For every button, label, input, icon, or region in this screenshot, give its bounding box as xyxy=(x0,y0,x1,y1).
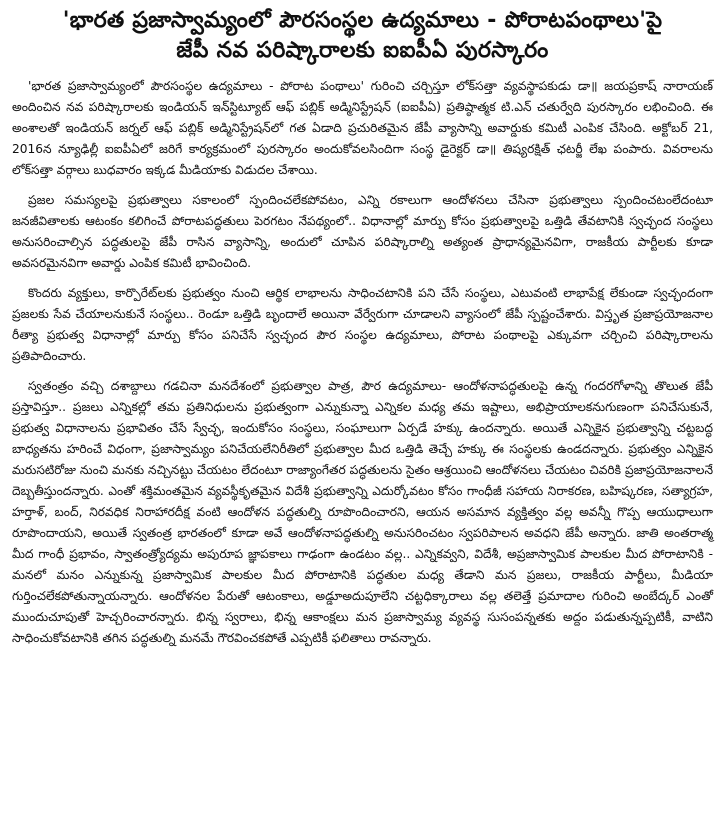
article-body xyxy=(12,76,713,649)
paragraph-3: కొందరు వ్యక్తులు, కార్పొరేట్‌లకు ప్రభుత్వం నుంచి ఆర్థిక లాభాలను సాధించటానికి పని చేసే సంస్థలు, ఎటువంటి లాభాపేక్ష లేకుండా స్వచ్ఛందంగా ప్రజలకు సేవ చేయాలనుకునే సంస్థలు.. రెండూ ఒత్తిడి బృందాలే అయినా వేర్వేరుగా చూడాలని వ్యాసంలో జేపీ స్పష్టంచేశారు. విస్తృత ప్రజాప్రయోజనాల రీత్యా ప్రభుత్వ విధానాల్లో మార్పు కోసం పనిచేసే స్వచ్ఛంద పౌర సంస్థల ఉద్యమాలు, పోరాట పంథాలపై ఎక్కువగా చర్చించి పరిష్కారాలను ప్రతిపాదించారు. xyxy=(12,286,713,363)
headline-line-2: జేపీ నవ పరిష్కారాలకు ఐఐపీఏ పురస్కారం xyxy=(176,38,549,63)
paragraph-4: స్వతంత్రం వచ్చి దశాబ్దాలు గడచినా మనదేశంలో ప్రభుత్వాల పాత్ర, పౌర ఉద్యమాలు- ఆందోళనాపద్ధతులపై ఉన్న గందరగోళాన్ని తొలుత జేపీ ప్రస్తావిస్తూ.. ప్రజలు ఎన్నికల్లో తమ ప్రతినిధులను ప్రభుత్వంగా ఎన్నుకున్నా ఎన్నికల మధ్య తమ ఇష్టాలు, అభిప్రాయాలకనుగుణంగా పనిచేసుకునే, ప్రభుత్వ విధానాలను ప్రభావితం చేసే స్వేచ్ఛ, ఇందుకోసం సంస్థలు, సంఘాలుగా ఏర్పడే హక్కు ఉందన్నారు. అయితే ఎన్నికైన ప్రభుత్వాన్ని చట్టబద్ధ బాధ్యతను హరించే విధంగా, ప్రజాస్వామ్యం పనిచేయలేనిరీతిలో ప్రభుత్వాల మీద ఒత్తిడి తెచ్చే హక్కు ఈ సంస్థలకు ఉండదన్నారు. ప్రభుత్వం ఎన్నికైన మరుసటిరోజు నుంచి మనకు నచ్చినట్టు చేయటం లేదంటూ రాజ్యాంగేతర పద్ధతులను సైతం ఆశ్రయించి ఆందోళనలు చేయటం చివరికి ప్రజాప్రయోజనాలనే దెబ్బతీస్తుందన్నారు. ఎంతో శక్తిమంతమైన వ్యవస్థీకృతమైన విదేశీ ప్రభుత్వాన్ని ఎదుర్కోవటం కోసం గాంధీజీ సహాయ నిరాకరణ, బహిష్కరణ, సత్యాగ్రహ, హర్తాళ్, బంద్, నిరవధిక నిరాహారదీక్ష వంటి ఆందోళన పద్ధతుల్ని రూపొందించారని, ఆయన అసమాన వ్యక్తిత్వం వల్ల అవన్నీ గొప్ప ఆయుధాలుగా రూపొందాయని, అయితే స్వతంత్ర భారతంలో కూడా అవే ఆందోళనాపద్ధతుల్ని అనుసరించటం స్వపరిపాలన అవధని జేపీ అన్నారు. జాతి అంతరాత్మ మీద గాంధీ ప్రభావం, స్వాతంత్ర్యోద్యమ అపురూప జ్ఞాపకాలు గాఢంగా ఉండటం వల్ల.. ఎన్నికవ్వని, విదేశీ, అప్రజాస్వామిక పాలకుల మీద పోరాటానికి - మనలో మనం ఎన్నుకున్న ప్రజాస్వామిక పాలకుల మీద పోరాటానికి పద్ధతుల మధ్య తేడాని మన ప్రజలు, రాజకీయ పార్టీలు, మీడియా గుర్తించలేకపోతున్నాయన్నారు. ఆందోళనల పేరుతో ఆటంకాలు, అడ్డూఅదుపూలేని చట్టధిక్కారాలు వల్ల తలెత్తే ప్రమాదాల గురించి అంబేద్కర్ ఎంతో ముందుచూపుతో హెచ్చరించారన్నారు. భిన్న స్వరాలు, భిన్న ఆకాంక్షలు మన ప్రజాస్వామ్య వ్యవస్థ సుసంపన్నతకు అద్దం పడుతున్నప్పటికీ, వాటిని సాధించుకోవటానికి తగిన పద్ధతుల్ని మనమే గౌరవించకపోతే ఎప్పటికీ ఫలితాలు రావన్నారు. xyxy=(12,379,713,645)
headline xyxy=(12,6,713,66)
headline-line-1: 'భారత ప్రజాస్వామ్యంలో పౌరసంస్థల ఉద్యమాలు - పోరాటపంథాలు'పై xyxy=(62,8,663,33)
paragraph-1: 'భారత ప్రజాస్వామ్యంలో పౌరసంస్థల ఉద్యమాలు - పోరాట పంథాలు' గురించి చర్చిస్తూ లోక్‌సత్తా వ్యవస్థాపకుడు డా॥ జయప్రకాష్ నారాయణ్ అందించిన నవ పరిష్కారాలకు ఇండియన్ ఇన్‌స్టిట్యూట్ ఆఫ్ పబ్లిక్ అడ్మినిస్ట్రేషన్ (ఐఐపీఏ) ప్రతిష్ఠాత్మక టి.ఎన్ చతుర్వేది పురస్కారం లభించింది. ఈ అంశాలతో ఇండియన్ జర్నల్ ఆఫ్ పబ్లిక్ అడ్మినిస్ట్రేషన్‌లో గత ఏడాది ప్రచురితమైన జేపీ వ్యాసాన్ని అవార్డుకు కమిటీ ఎంపిక చేసింది. అక్టోబర్ 21, 2016న న్యూఢిల్లీ ఐఐపీఏలో జరిగే కార్యక్రమంలో పురస్కారం అందుకోవలసిందిగా సంస్థ డైరెక్టర్ డా॥ తిష్యరక్షిత్ ఛటర్జీ లేఖ పంపారు. వివరాలను లోక్‌సత్తా వర్గాలు బుధవారం ఇక్కడ మీడియాకు విడుదల చేశాయి. xyxy=(12,79,713,177)
paragraph-2: ప్రజల సమస్యలపై ప్రభుత్వాలు సకాలంలో స్పందించలేకపోవటం, ఎన్ని రకాలుగా ఆందోళనలు చేసినా ప్రభుత్వాలు స్పందించటంలేదంటూ జనజీవితాలకు ఆటంకం కలిగించే పోరాటపద్ధతులు పెరగటం నేపథ్యంలో.. విధానాల్లో మార్పు కోసం ప్రభుత్వాలపై ఒత్తిడి తేవటానికి స్వచ్ఛంద సంస్థలు అనుసరించాల్సిన పద్ధతులపై జేపీ రాసిన వ్యాసాన్ని, అందులో చూపిన పరిష్కారాల్ని అత్యంత ప్రాధాన్యమైనవిగా, రాజకీయ పార్టీలకు కూడా అవసరమైనవిగా అవార్డు ఎంపిక కమిటీ భావించింది. xyxy=(12,193,713,270)
